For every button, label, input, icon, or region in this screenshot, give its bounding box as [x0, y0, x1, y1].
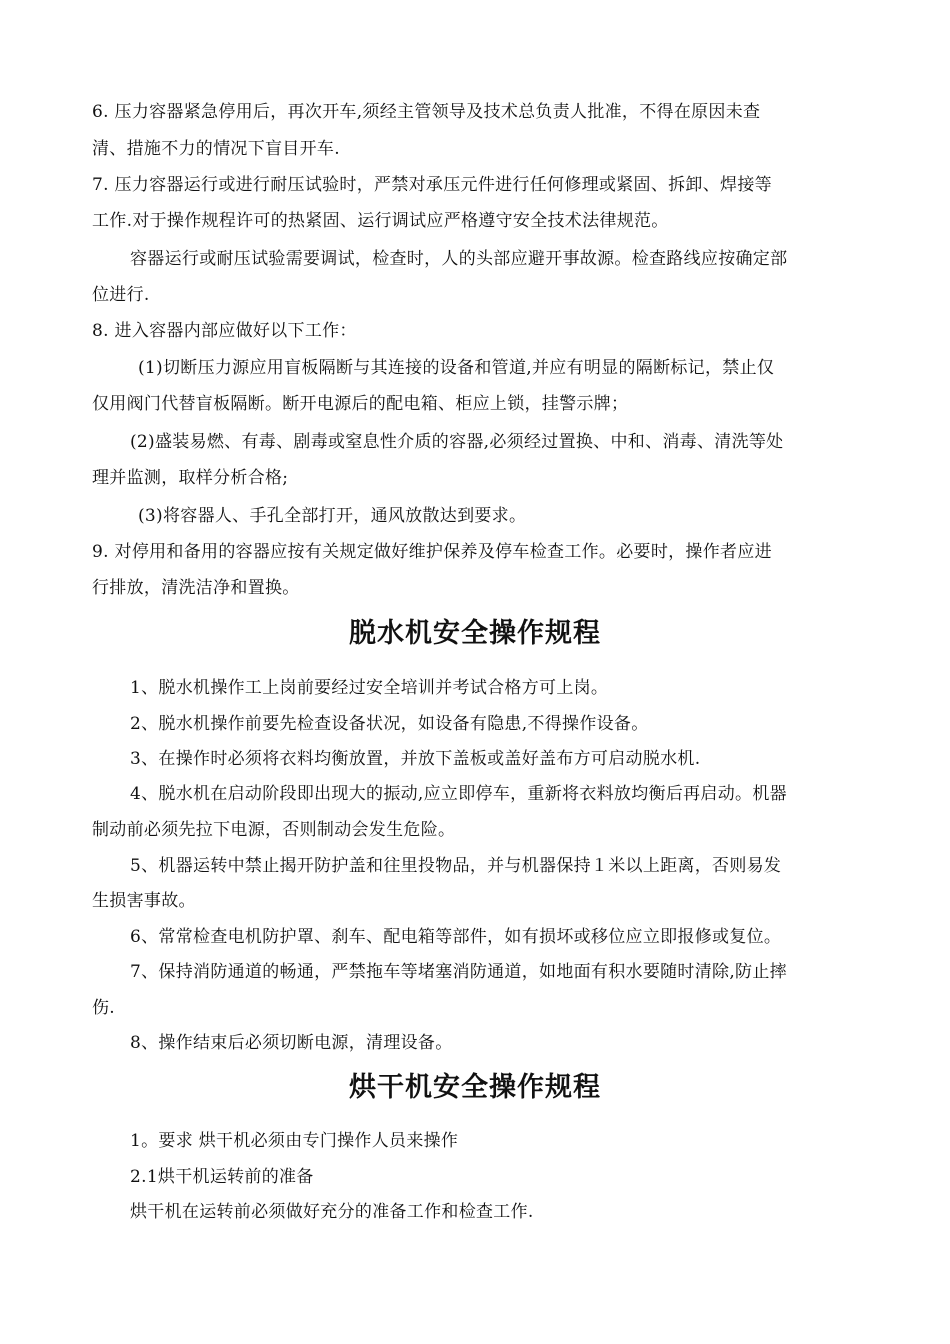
- dehydrator-rule-6: 6、常常检查电机防护罩、刹车、配电箱等部件，如有损坏或移位应立即报修或复位。: [130, 927, 782, 947]
- sub-item-1-line-2: 仅用阀门代替盲板隔断。断开电源后的配电箱、柜应上锁，挂警示牌；: [92, 394, 629, 414]
- note-line-1: 容器运行或耐压试验需要调试，检查时，人的头部应避开事故源。检查路线应按确定部: [130, 249, 788, 269]
- dehydrator-rule-7-line-1: 7、保持消防通道的畅通，严禁拖车等堵塞消防通道，如地面有积水要随时清除,防止摔: [130, 962, 787, 982]
- item-7-line-1: 7. 压力容器运行或进行耐压试验时，严禁对承压元件进行任何修理或紧固、拆卸、焊接等: [92, 175, 772, 195]
- dehydrator-heading: 脱水机安全操作规程: [349, 618, 601, 649]
- dryer-preparation-heading: 2.1烘干机运转前的准备: [130, 1167, 314, 1187]
- note-line-2: 位进行.: [92, 285, 150, 305]
- item-8: 8. 进入容器内部应做好以下工作：: [92, 321, 357, 341]
- item-7-line-2: 工作.对于操作规程许可的热紧固、运行调试应严格遵守安全技术法律规范。: [92, 211, 669, 231]
- sub-item-3: (3)将容器人、手孔全部打开，通风放散达到要求。: [138, 506, 527, 526]
- sub-item-2-line-1: (2)盛装易燃、有毒、剧毒或窒息性介质的容器,必须经过置换、中和、消毒、清洗等处: [130, 432, 784, 452]
- dryer-requirement: 1。要求 烘干机必须由专门操作人员来操作: [130, 1131, 459, 1151]
- dehydrator-rule-2: 2、脱水机操作前要先检查设备状况，如设备有隐患,不得操作设备。: [130, 714, 649, 734]
- item-6-line-2: 清、措施不力的情况下盲目开车.: [92, 139, 340, 159]
- dryer-heading: 烘干机安全操作规程: [349, 1072, 601, 1103]
- item-9-line-1: 9. 对停用和备用的容器应按有关规定做好维护保养及停车检查工作。必要时，操作者应进: [92, 542, 772, 562]
- dehydrator-rule-7-line-2: 伤.: [92, 998, 116, 1018]
- dehydrator-rule-5-line-2: 生损害事故。: [92, 891, 196, 911]
- sub-item-2-line-2: 理并监测，取样分析合格;: [92, 468, 289, 488]
- dehydrator-rule-4-line-1: 4、脱水机在启动阶段即出现大的振动,应立即停车，重新将衣料放均衡后再启动。机器: [130, 784, 787, 804]
- dehydrator-rule-3: 3、在操作时必须将衣料均衡放置，并放下盖板或盖好盖布方可启动脱水机.: [130, 749, 701, 769]
- dehydrator-rule-5-line-1: 5、机器运转中禁止揭开防护盖和往里投物品，并与机器保持１米以上距离，否则易发: [130, 856, 782, 876]
- dehydrator-rule-4-line-2: 制动前必须先拉下电源，否则制动会发生危险。: [92, 820, 456, 840]
- dryer-preparation-text: 烘干机在运转前必须做好充分的准备工作和检查工作.: [130, 1202, 534, 1222]
- item-9-line-2: 行排放，清洗洁净和置换。: [92, 578, 300, 598]
- item-6-line-1: 6. 压力容器紧急停用后，再次开车,须经主管领导及技术总负责人批准，不得在原因未查: [92, 102, 761, 122]
- sub-item-1-line-1: (1)切断压力源应用盲板隔断与其连接的设备和管道,并应有明显的隔断标记，禁止仅: [138, 358, 775, 378]
- dehydrator-rule-1: 1、脱水机操作工上岗前要经过安全培训并考试合格方可上岗。: [130, 678, 609, 698]
- dehydrator-rule-8: 8、操作结束后必须切断电源，清理设备。: [130, 1033, 453, 1053]
